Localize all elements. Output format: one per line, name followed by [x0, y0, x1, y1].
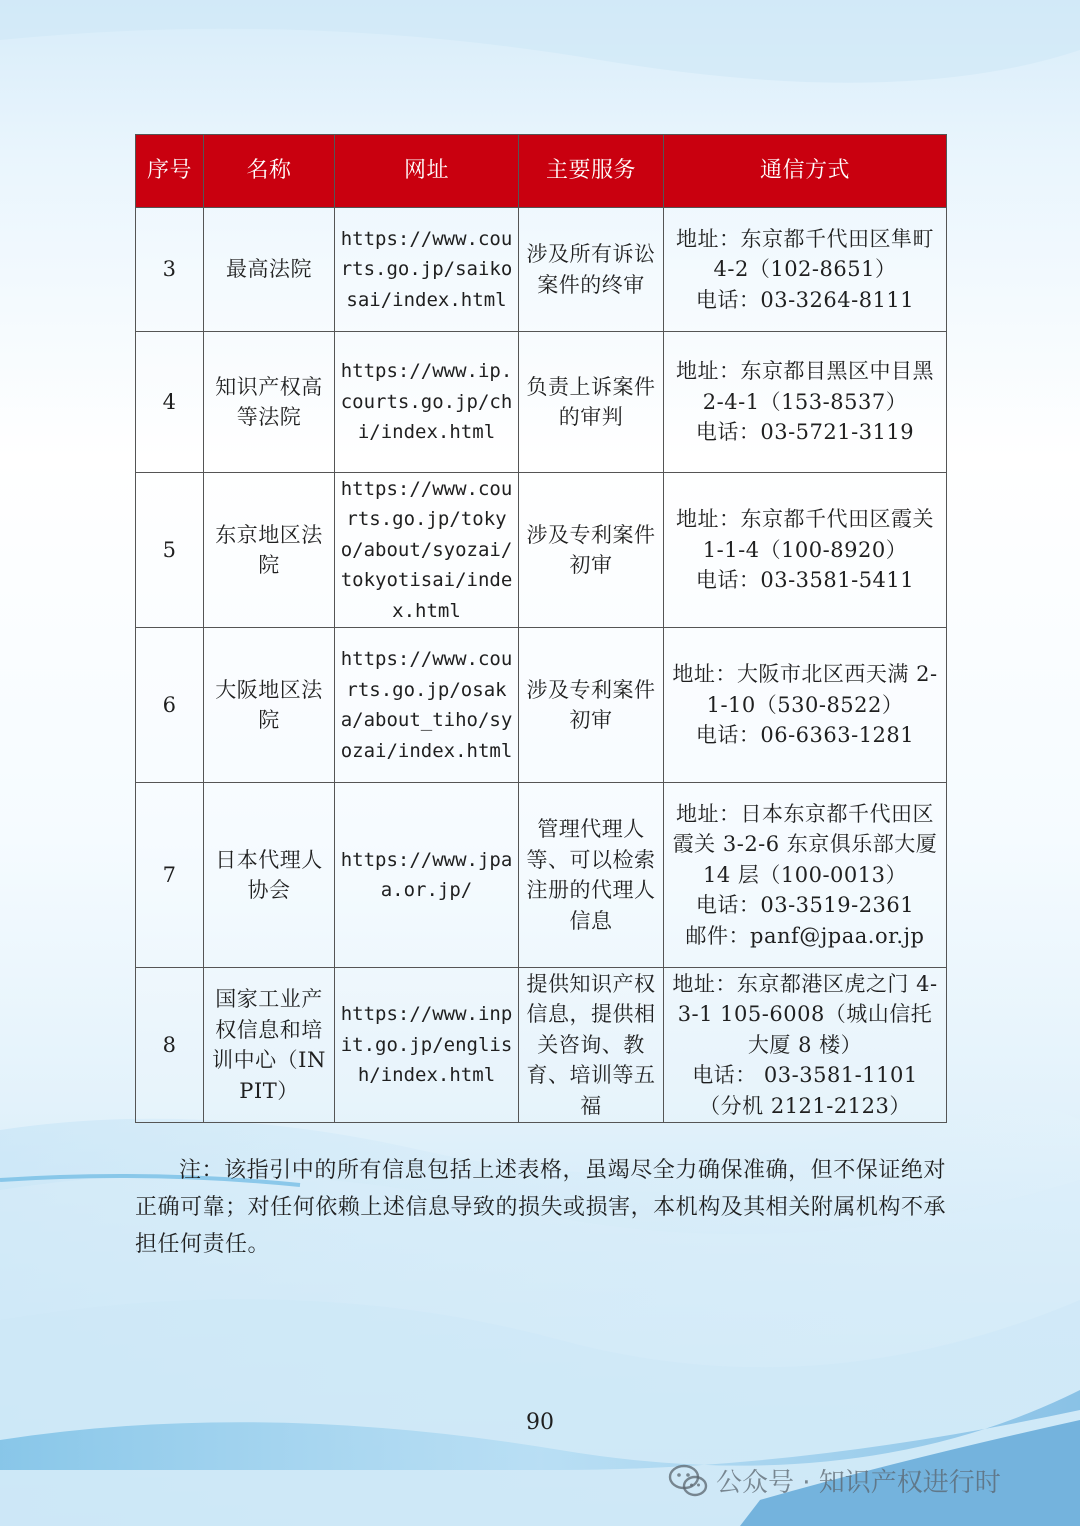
row-contact [664, 783, 947, 968]
row-number: 3 [136, 208, 204, 332]
row-url[interactable]: https://www.courts.go.jp/saikosai/index.html [335, 208, 519, 332]
contact-phone: 电话： 03-3581-1101（分机 2121-2123） [692, 1063, 918, 1118]
row-contact [664, 968, 947, 1123]
row-service: 提供知识产权信息，提供相关咨询、教育、培训等五福 [519, 968, 664, 1123]
row-name: 东京地区法院 [204, 473, 335, 628]
header-service: 主要服务 [519, 135, 664, 208]
table-row [136, 473, 947, 628]
row-url[interactable]: https://www.inpit.go.jp/english/index.html [335, 968, 519, 1123]
wechat-icon [668, 1463, 708, 1499]
table-row [136, 628, 947, 783]
header-number: 序号 [136, 135, 204, 208]
row-contact [664, 332, 947, 473]
row-number: 4 [136, 332, 204, 473]
contact-address: 地址：东京都港区虎之门 4-3-1 105-6008（城山信托大厦 8 楼） [672, 971, 938, 1057]
row-number: 5 [136, 473, 204, 628]
row-number: 8 [136, 968, 204, 1123]
contact-phone: 电话：06-6363-1281 [695, 723, 915, 748]
row-service: 涉及专利案件初审 [519, 628, 664, 783]
watermark-text: 公众号 · 知识产权进行时 [716, 1468, 1001, 1498]
row-url[interactable]: https://www.courts.go.jp/tokyo/about/syozai/tokyotisai/index.html [335, 473, 519, 628]
row-url[interactable]: https://www.courts.go.jp/osaka/about_tiho/syozai/index.html [335, 628, 519, 783]
row-number: 7 [136, 783, 204, 968]
court-info-table [135, 134, 947, 1123]
row-url[interactable]: https://www.ip.courts.go.jp/chi/index.html [335, 332, 519, 473]
header-name: 名称 [204, 135, 335, 208]
row-name: 知识产权高等法院 [204, 332, 335, 473]
contact-phone: 电话：03-3581-5411 [695, 568, 915, 593]
row-contact [664, 208, 947, 332]
table-row [136, 208, 947, 332]
table-header-row [136, 135, 947, 208]
disclaimer-note: 注：该指引中的所有信息包括上述表格，虽竭尽全力确保准确，但不保证绝对正确可靠；对任何依赖上述信息导致的损失或损害，本机构及其相关附属机构不承担任何责任。 [135, 1158, 946, 1257]
watermark [668, 1462, 1001, 1499]
contact-email[interactable]: 邮件：panf@jpaa.or.jp [685, 923, 925, 948]
header-url: 网址 [335, 135, 519, 208]
contact-address: 地址：大阪市北区西天满 2-1-10（530-8522） [672, 662, 938, 717]
row-number: 6 [136, 628, 204, 783]
page-number: 90 [526, 1410, 554, 1435]
row-name: 国家工业产权信息和培训中心（INPIT） [204, 968, 335, 1123]
row-service: 负责上诉案件的审判 [519, 332, 664, 473]
row-service: 涉及专利案件初审 [519, 473, 664, 628]
row-contact [664, 473, 947, 628]
contact-address: 地址：日本东京都千代田区霞关 3-2-6 东京俱乐部大厦 14 层（100-0013） [672, 801, 938, 887]
row-name: 日本代理人协会 [204, 783, 335, 968]
row-service: 涉及所有诉讼案件的终审 [519, 208, 664, 332]
contact-phone: 电话：03-5721-3119 [695, 420, 915, 445]
contact-address: 地址：东京都千代田区隼町 4-2（102-8651） [676, 226, 934, 282]
table-row [136, 783, 947, 968]
contact-phone: 电话：03-3519-2361 [695, 893, 915, 918]
table-row [136, 332, 947, 473]
contact-phone: 电话：03-3264-8111 [695, 287, 915, 312]
row-name: 最高法院 [204, 208, 335, 332]
row-service: 管理代理人等、可以检索注册的代理人信息 [519, 783, 664, 968]
contact-address: 地址：东京都千代田区霞关 1-1-4（100-8920） [676, 507, 934, 562]
contact-address: 地址：东京都目黑区中目黑 2-4-1（153-8537） [676, 359, 934, 414]
row-contact [664, 628, 947, 783]
row-url[interactable]: https://www.jpaa.or.jp/ [335, 783, 519, 968]
row-name: 大阪地区法院 [204, 628, 335, 783]
table-row [136, 968, 947, 1123]
header-contact: 通信方式 [664, 135, 947, 208]
